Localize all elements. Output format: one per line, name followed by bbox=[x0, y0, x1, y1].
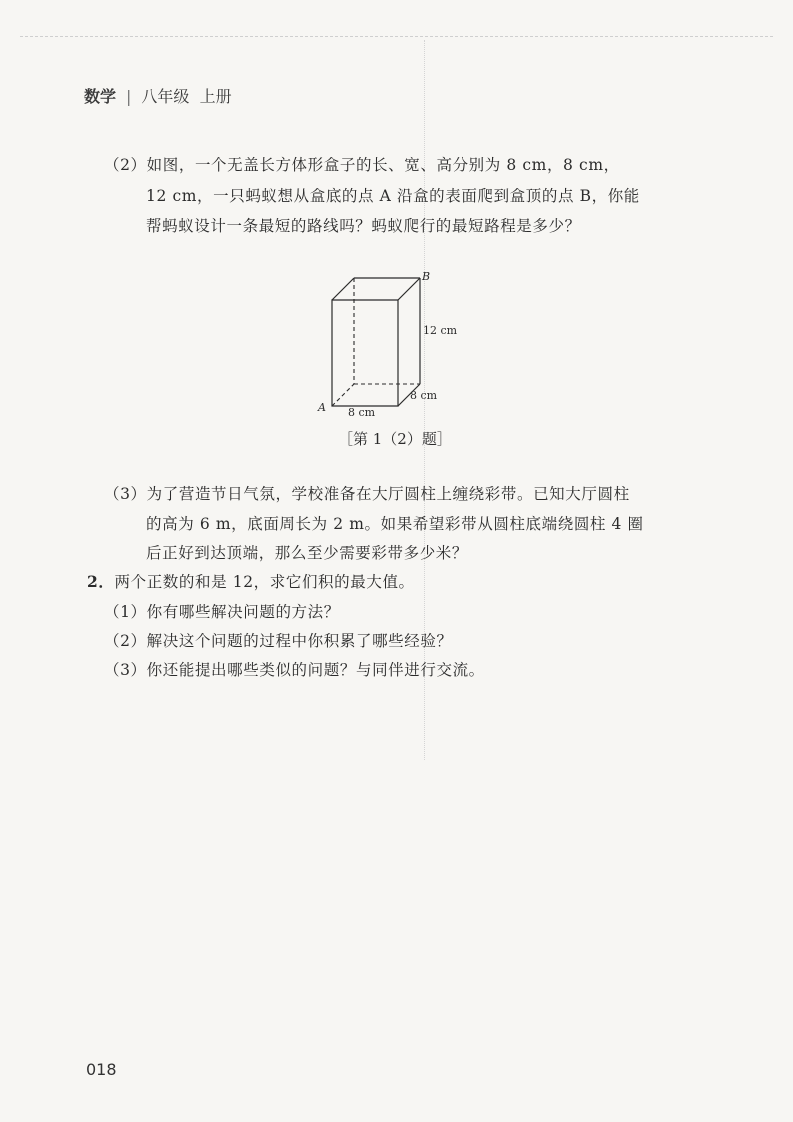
cuboid-edge bbox=[398, 278, 420, 300]
volume-label: 上册 bbox=[199, 87, 232, 106]
problem2-number: 2． bbox=[87, 572, 115, 591]
height-label: 12 cm bbox=[423, 324, 458, 337]
length-label: 8 cm bbox=[348, 406, 376, 418]
problem2-stem: 两个正数的和是 12，求它们积的最大值。 bbox=[114, 573, 415, 591]
subject-title: 数学 bbox=[84, 87, 117, 106]
page-header bbox=[84, 84, 232, 107]
problem2-stem-line bbox=[87, 570, 415, 592]
page-number: 018 bbox=[86, 1060, 117, 1079]
problem1-part2-line1: （2）如图，一个无盖长方体形盒子的长、宽、高分别为 8 cm，8 cm， bbox=[104, 156, 620, 174]
problem2-q3: （3）你还能提出哪些类似的问题？与同伴进行交流。 bbox=[104, 661, 485, 679]
problem2-q2: （2）解决这个问题的过程中你积累了哪些经验？ bbox=[104, 632, 453, 650]
point-a-label: A bbox=[318, 401, 326, 414]
point-b-label: B bbox=[422, 270, 431, 283]
cuboid-figure bbox=[310, 268, 470, 418]
hidden-edge bbox=[332, 384, 354, 406]
cuboid-edge bbox=[332, 278, 354, 300]
problem1-part3-line3: 后正好到达顶端，那么至少需要彩带多少米？ bbox=[146, 544, 469, 562]
problem1-part2-line3: 帮蚂蚁设计一条最短的路线吗？蚂蚁爬行的最短路程是多少？ bbox=[146, 217, 581, 235]
depth-label: 8 cm bbox=[410, 389, 438, 402]
figure-caption: ［第 1（2）题］ bbox=[338, 430, 452, 448]
top-border bbox=[20, 36, 773, 37]
cuboid-front-face bbox=[332, 300, 398, 406]
problem1-part3-line1: （3）为了营造节日气氛，学校准备在大厅圆柱上缠绕彩带。已知大厅圆柱 bbox=[104, 485, 630, 503]
problem1-part3-line2: 的高为 6 m，底面周长为 2 m。如果希望彩带从圆柱底端绕圆柱 4 圈 bbox=[146, 515, 644, 533]
problem2-q1: （1）你有哪些解决问题的方法？ bbox=[104, 603, 340, 621]
problem1-part2-line2: 12 cm，一只蚂蚁想从盒底的点 A 沿盒的表面爬到盒顶的点 B，你能 bbox=[146, 187, 640, 205]
grade-label: 八年级 bbox=[141, 87, 190, 106]
header-separator: | bbox=[126, 87, 132, 106]
